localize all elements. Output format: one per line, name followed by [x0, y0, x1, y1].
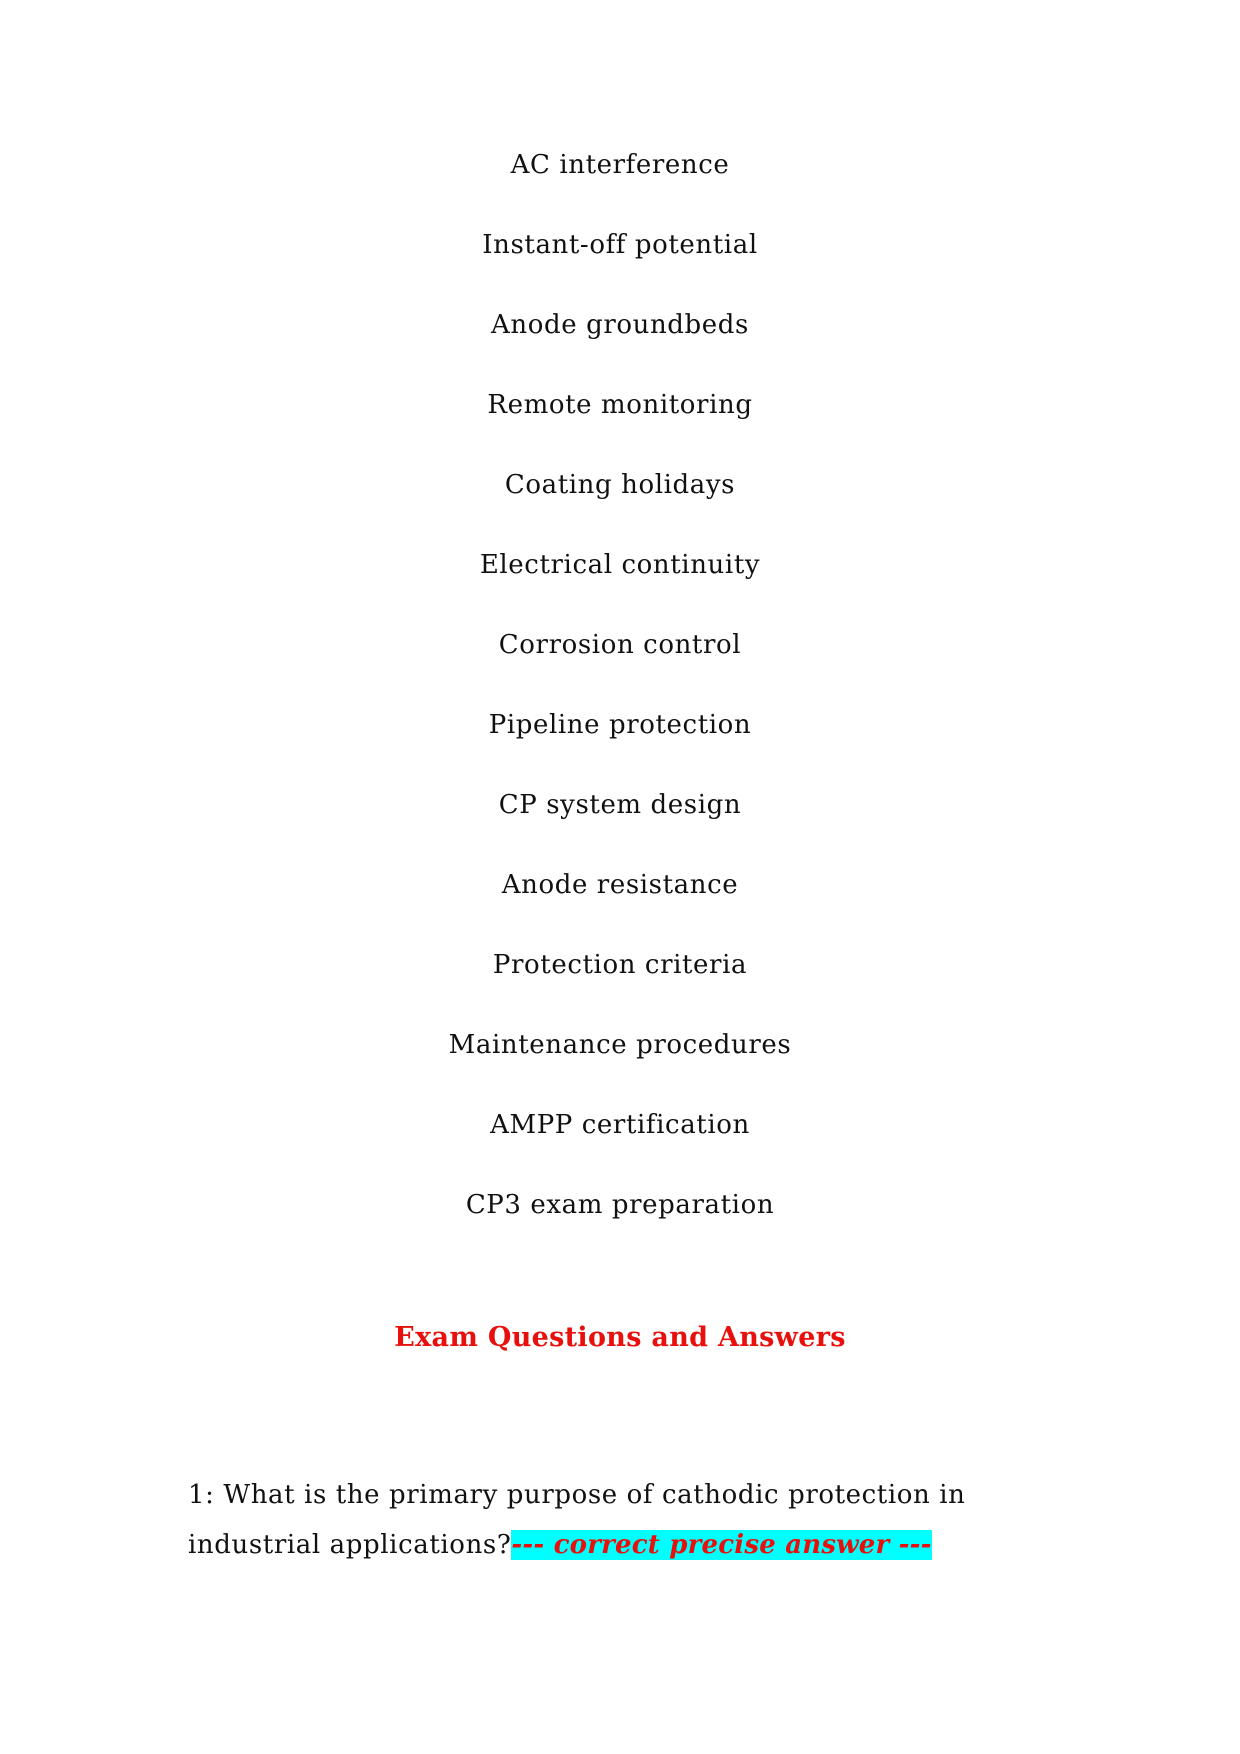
topic-item: Remote monitoring [487, 390, 753, 420]
section-heading: Exam Questions and Answers [394, 1322, 846, 1353]
topic-item: Anode resistance [501, 870, 739, 900]
topic-item: CP system design [498, 790, 742, 820]
topic-item: Anode groundbeds [491, 310, 749, 340]
topic-item: Corrosion control [498, 630, 742, 660]
topic-item: Pipeline protection [488, 710, 752, 740]
question-1 [188, 1470, 1068, 1570]
topic-item: CP3 exam preparation [465, 1190, 775, 1220]
topic-item: Maintenance procedures [448, 1030, 792, 1060]
topic-item: AC interference [510, 150, 730, 180]
question-text: 1: What is the primary purpose of cathodic protection in industrial applications? [188, 1480, 966, 1560]
topic-item: Protection criteria [492, 950, 748, 980]
topic-item: Electrical continuity [479, 550, 761, 580]
topic-list [0, 148, 1240, 1268]
topic-item: Coating holidays [504, 470, 736, 500]
answer-marker: --- correct precise answer --- [511, 1530, 932, 1560]
topic-item: Instant-off potential [482, 230, 758, 260]
topic-item: AMPP certification [490, 1110, 750, 1140]
